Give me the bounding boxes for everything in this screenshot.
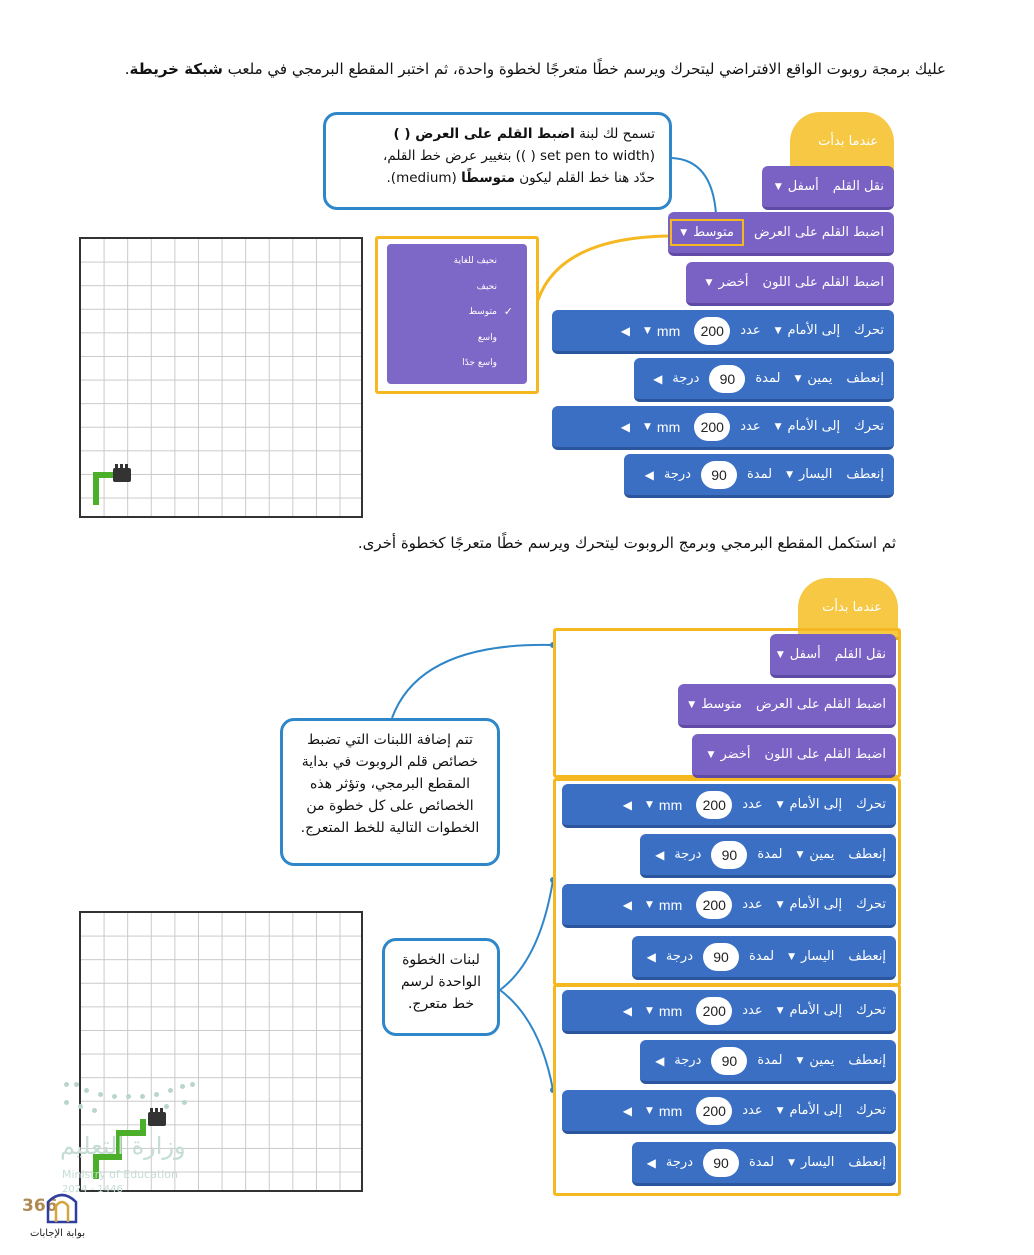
robot-icon xyxy=(113,468,131,482)
angle-input[interactable]: 90 xyxy=(703,1149,739,1177)
unit-dropdown[interactable]: mm ▼ xyxy=(646,1102,683,1119)
page-number: 366 xyxy=(22,1196,58,1216)
check-icon: ✓ xyxy=(503,305,513,318)
pen-color-block[interactable]: اضبط القلم على اللون أخضر ▼ xyxy=(692,734,896,778)
angle-input[interactable]: 90 xyxy=(703,943,739,971)
turn-direction-dropdown[interactable]: اليسار ▼ xyxy=(788,1155,835,1170)
turn-block-2[interactable]: إنعطف اليسار ▼ لمدة 90 درجة ◀ xyxy=(632,936,896,980)
unit-dropdown[interactable]: mm ▼ xyxy=(644,418,681,435)
callout-pen-properties: تتم إضافة اللبنات التي تضبط خصائص قلم الروبوت في بداية المقطع البرمجي، وتؤثر هذه الخصائص على كل خطوة من الخطوات التالية للخط المتعرج. xyxy=(280,718,500,866)
menu-item-very-thin[interactable]: نحيف للغاية xyxy=(453,256,497,266)
turn-direction-dropdown[interactable]: يمين ▼ xyxy=(796,1053,835,1068)
turn-direction-dropdown[interactable]: اليسار ▼ xyxy=(788,949,835,964)
collapse-arrow-icon[interactable]: ◀ xyxy=(646,1155,656,1170)
turn-block-3[interactable]: إنعطف يمين ▼ لمدة 90 درجة ◀ xyxy=(640,1040,896,1084)
distance-input[interactable]: 200 xyxy=(696,997,732,1025)
ministry-name-ar: وزارة التعليم xyxy=(60,1132,186,1160)
when-started-block[interactable]: عندما بدأت xyxy=(798,578,898,640)
turn-direction-dropdown[interactable]: يمين ▼ xyxy=(794,371,833,386)
pen-color-dropdown[interactable]: أخضر ▼ xyxy=(707,747,751,762)
collapse-arrow-icon[interactable]: ◀ xyxy=(622,1003,632,1018)
menu-item-thin[interactable]: نحيف xyxy=(476,282,497,292)
collapse-arrow-icon[interactable]: ◀ xyxy=(620,323,630,338)
callout-pen-width: تسمح لك لبنة اضبط القلم على العرض ( ) (set pen to width ( )) بتغيير عرض خط القلم، حدّد هنا خط القلم ليكون متوسطًا (medium). xyxy=(323,112,672,210)
pen-move-block[interactable]: نقل القلم أسفل ▼ xyxy=(770,634,896,678)
unit-dropdown[interactable]: mm ▼ xyxy=(644,322,681,339)
collapse-arrow-icon[interactable]: ◀ xyxy=(653,371,663,386)
pen-move-block[interactable]: نقل القلم أسفل ▼ xyxy=(762,166,894,210)
turn-block-4[interactable]: إنعطف اليسار ▼ لمدة 90 درجة ◀ xyxy=(632,1142,896,1186)
angle-input[interactable]: 90 xyxy=(711,841,747,869)
direction-dropdown[interactable]: إلى الأمام ▼ xyxy=(776,1003,843,1018)
angle-input[interactable]: 90 xyxy=(709,365,745,393)
angle-input[interactable]: 90 xyxy=(711,1047,747,1075)
unit-dropdown[interactable]: mm ▼ xyxy=(646,1002,683,1019)
menu-item-medium[interactable]: متوسط xyxy=(468,307,497,317)
pen-width-block[interactable]: اضبط القلم على العرض متوسط ▼ xyxy=(678,684,896,728)
distance-input[interactable]: 200 xyxy=(694,413,730,441)
pen-position-dropdown[interactable]: أسفل ▼ xyxy=(774,179,819,194)
drive-block-2[interactable]: تحرك إلى الأمام ▼ عدد 200 mm ▼ ◀ xyxy=(562,884,896,928)
pen-width-block[interactable]: اضبط القلم على العرض متوسط ▼ xyxy=(668,212,894,256)
distance-input[interactable]: 200 xyxy=(694,317,730,345)
turn-block-2[interactable]: إنعطف اليسار ▼ لمدة 90 درجة ◀ xyxy=(624,454,894,498)
pen-width-dropdown[interactable]: متوسط ▼ xyxy=(670,219,744,246)
drive-block-4[interactable]: تحرك إلى الأمام ▼ عدد 200 mm ▼ ◀ xyxy=(562,1090,896,1134)
collapse-arrow-icon[interactable]: ◀ xyxy=(622,897,632,912)
collapse-arrow-icon[interactable]: ◀ xyxy=(655,847,665,862)
turn-block-1[interactable]: إنعطف يمين ▼ لمدة 90 درجة ◀ xyxy=(640,834,896,878)
menu-item-very-wide[interactable]: واسع جدًا xyxy=(462,358,497,368)
distance-input[interactable]: 200 xyxy=(696,791,732,819)
direction-dropdown[interactable]: إلى الأمام ▼ xyxy=(776,1103,843,1118)
when-started-block[interactable]: عندما بدأت xyxy=(790,112,894,174)
unit-dropdown[interactable]: mm ▼ xyxy=(646,796,683,813)
callout-one-step: لبنات الخطوة الواحدة لرسم خط متعرج. xyxy=(382,938,500,1036)
turn-block-1[interactable]: إنعطف يمين ▼ لمدة 90 درجة ◀ xyxy=(634,358,894,402)
distance-input[interactable]: 200 xyxy=(696,891,732,919)
collapse-arrow-icon[interactable]: ◀ xyxy=(622,1103,632,1118)
direction-dropdown[interactable]: إلى الأمام ▼ xyxy=(774,323,841,338)
collapse-arrow-icon[interactable]: ◀ xyxy=(644,467,654,482)
pen-position-dropdown[interactable]: أسفل ▼ xyxy=(776,647,821,662)
distance-input[interactable]: 200 xyxy=(696,1097,732,1125)
ministry-logo-dots xyxy=(64,1082,198,1118)
site-name: بوابة الإجابات xyxy=(30,1228,86,1239)
ministry-name-en: Ministry of Education xyxy=(62,1168,179,1181)
unit-dropdown[interactable]: mm ▼ xyxy=(646,896,683,913)
collapse-arrow-icon[interactable]: ◀ xyxy=(655,1053,665,1068)
pen-width-dropdown[interactable]: متوسط ▼ xyxy=(688,697,742,712)
angle-input[interactable]: 90 xyxy=(701,461,737,489)
collapse-arrow-icon[interactable]: ◀ xyxy=(622,797,632,812)
turn-direction-dropdown[interactable]: يمين ▼ xyxy=(796,847,835,862)
pen-color-dropdown[interactable]: أخضر ▼ xyxy=(705,275,749,290)
direction-dropdown[interactable]: إلى الأمام ▼ xyxy=(774,419,841,434)
width-menu xyxy=(387,244,527,384)
collapse-arrow-icon[interactable]: ◀ xyxy=(646,949,656,964)
menu-item-wide[interactable]: واسع xyxy=(477,333,497,343)
drive-block-1[interactable]: تحرك إلى الأمام ▼ عدد 200 mm ▼ ◀ xyxy=(552,310,894,354)
second-instruction: ثم استكمل المقطع البرمجي وبرمج الروبوت ليتحرك ويرسم خطًا متعرجًا كخطوة أخرى. xyxy=(357,534,896,552)
collapse-arrow-icon[interactable]: ◀ xyxy=(620,419,630,434)
drive-block-3[interactable]: تحرك إلى الأمام ▼ عدد 200 mm ▼ ◀ xyxy=(562,990,896,1034)
drive-block-2[interactable]: تحرك إلى الأمام ▼ عدد 200 mm ▼ ◀ xyxy=(552,406,894,450)
turn-direction-dropdown[interactable]: اليسار ▼ xyxy=(786,467,833,482)
ministry-year: 2024 - 1446 xyxy=(62,1184,123,1195)
pen-color-block[interactable]: اضبط القلم على اللون أخضر ▼ xyxy=(686,262,894,306)
direction-dropdown[interactable]: إلى الأمام ▼ xyxy=(776,797,843,812)
site-logo-icon xyxy=(44,1188,80,1224)
intro-text: عليك برمجة روبوت الواقع الافتراضي ليتحرك ويرسم خطًا متعرجًا لخطوة واحدة، ثم اختبر المقطع البرمجي في ملعب شبكة خريطة. xyxy=(124,60,946,78)
drive-block-1[interactable]: تحرك إلى الأمام ▼ عدد 200 mm ▼ ◀ xyxy=(562,784,896,828)
direction-dropdown[interactable]: إلى الأمام ▼ xyxy=(776,897,843,912)
